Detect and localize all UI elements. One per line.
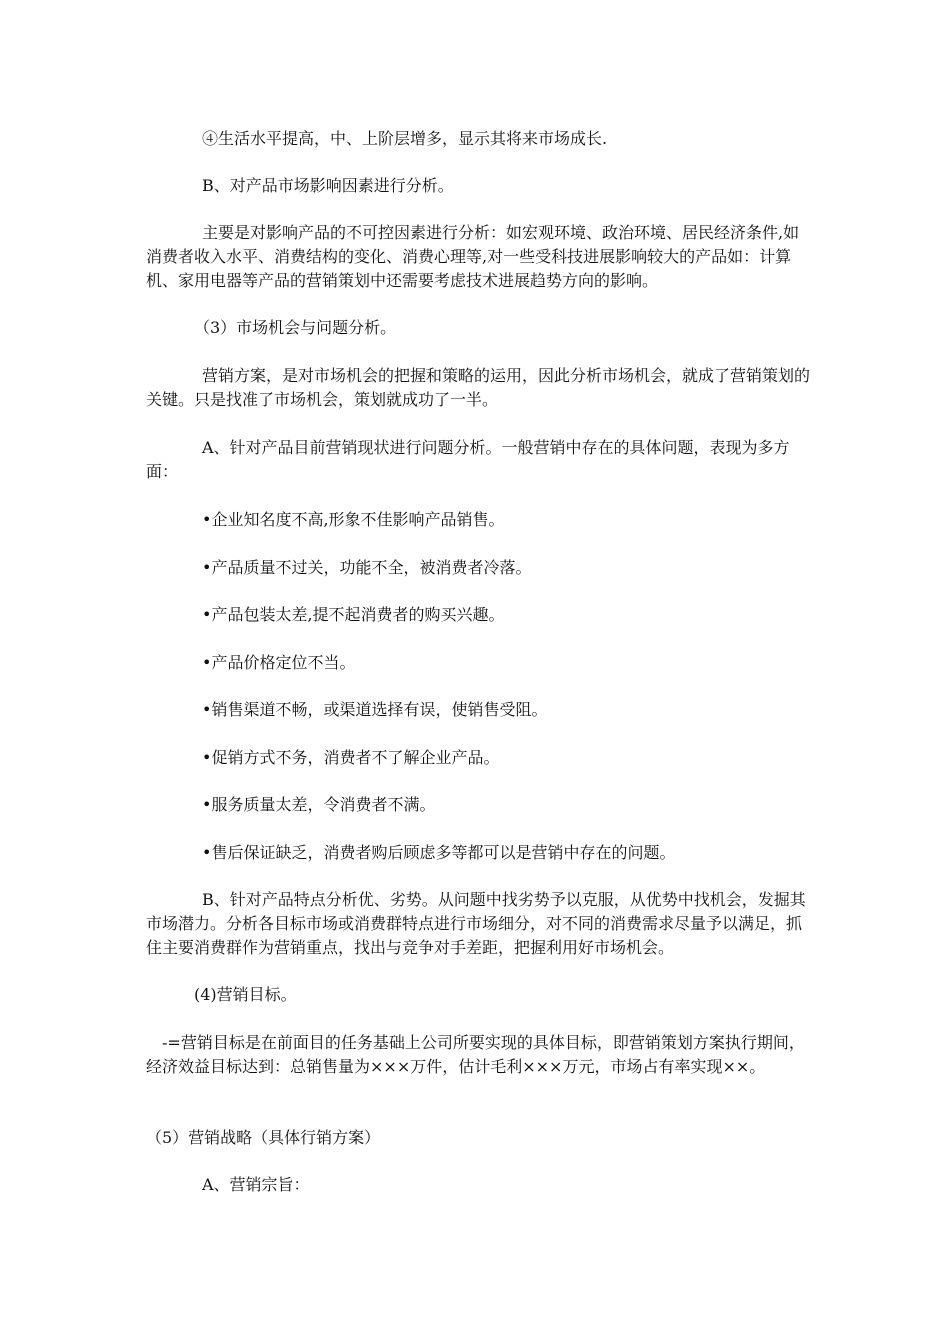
paragraph-marketing-plan: 营销方案，是对市场机会的把握和策略的运用，因此分析市场机会，就成了营销策划的关键。只是找准了市场机会，策划就成功了一半。 <box>146 366 811 409</box>
list-item-service-quality: •服务质量太差，令消费者不满。 <box>202 795 436 814</box>
paragraph-problem-analysis: A、针对产品目前营销现状进行问题分析。一般营销中存在的具体问题，表现为多方面： <box>146 438 790 481</box>
list-item-sales-channel: •销售渠道不畅，或渠道选择有误，使销售受阻。 <box>202 700 548 719</box>
paragraph-living-standard: ④生活水平提高，中、上阶层增多，显示其将来市场成长. <box>202 129 608 148</box>
paragraph-market-factors-heading: B、对产品市场影响因素进行分析。 <box>202 176 454 195</box>
paragraph-section-4-heading: (4)营销目标。 <box>194 985 297 1004</box>
list-item-product-quality: •产品质量不过关，功能不全，被消费者冷落。 <box>202 558 532 577</box>
paragraph-section-3-heading: （3）市场机会与问题分析。 <box>194 318 397 337</box>
paragraph-marketing-goals: -=营销目标是在前面目的任务基础上公司所要实现的具体目标，即营销策划方案执行期间，经济效益目标达到：总销售量为×××万件，估计毛利×××万元，市场占有率实现××。 <box>146 1033 805 1076</box>
list-item-packaging: •产品包装太差,提不起消费者的购买兴趣。 <box>202 605 505 624</box>
list-item-promotion: •促销方式不务，消费者不了解企业产品。 <box>202 748 500 767</box>
list-item-after-sales: •售后保证缺乏，消费者购后顾虑多等都可以是营销中存在的问题。 <box>202 843 676 862</box>
paragraph-section-5-heading: （5）营销战略（具体行销方案） <box>146 1128 381 1147</box>
list-item-pricing: •产品价格定位不当。 <box>202 653 356 672</box>
paragraph-strengths-weaknesses: B、针对产品特点分析优、劣势。从问题中找劣势予以克服，从优势中找机会，发掘其市场潜力。分析各目标市场或消费群特点进行市场细分，对不同的消费需求尽量予以满足，抓住主要消费群作为营销重点，找出与竞争对手差距，把握利用好市场机会。 <box>146 890 806 957</box>
list-item-brand-awareness: •企业知名度不高,形象不佳影响产品销售。 <box>202 510 505 529</box>
paragraph-marketing-purpose: A、营销宗旨： <box>202 1175 310 1194</box>
paragraph-uncontrollable-factors: 主要是对影响产品的不可控因素进行分析：如宏观环境、政治环境、居民经济条件,如消费者收入水平、消费结构的变化、消费心理等,对一些受科技进展影响较大的产品如：计算机、家用电器等产品的营销策划中还需要考虑技术进展趋势方向的影响。 <box>146 223 800 290</box>
